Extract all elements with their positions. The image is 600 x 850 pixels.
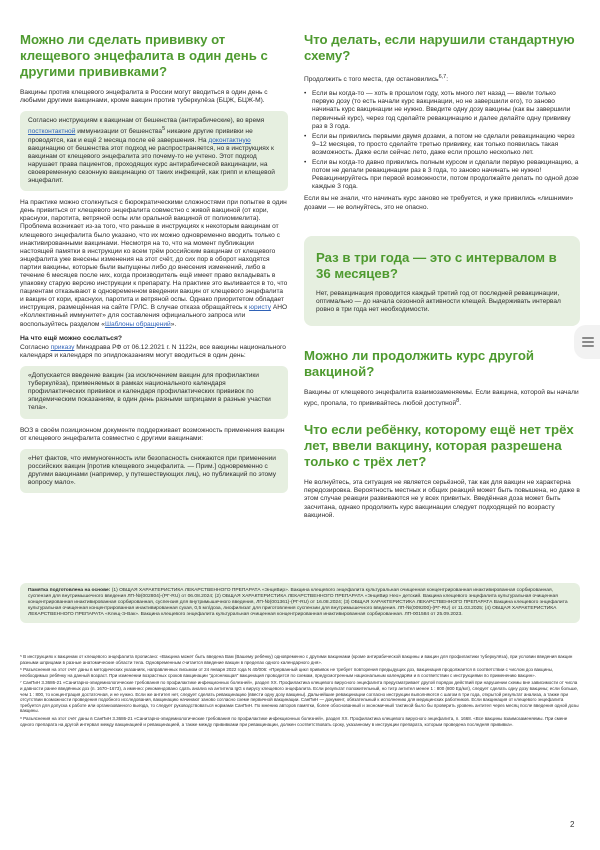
link-postcontact[interactable]: постконтактной	[28, 128, 76, 136]
quote-who-text: «Нет фактов, что иммуногенность или безопасность снижаются при применении российских вакцин [против клещевого энцефалита. — Прим.] одновременно с другими вакцинами (например, у путешествующих лиц), но публикаций по этому вопросу мало».	[28, 454, 277, 487]
page-number: 2	[570, 820, 575, 829]
practice-paragraph: На практике можно столкнуться с бюрократическими сложностями при попытке в один день привиться от клещевого энцефалита совместно с живой вакциной (от кори, краснухи, паротита, ветряной оспы или оральной вакциной от полиомиелита). Проблема возникает из-за того, что раньше в инструкциях к некоторым вакцинам от клещевого энцефалита было указано, что их можно одновременно вводить только с инактивированными вакцинами. Несмотря на то, что на момент публикации настоящей памятки в инструкции ко всем трём российским вакцинам от клещевого энцефалита уже внесены изменения на этот счёт, до сих пор в оборот находятся партии вакцины, которые были выпущены либо до внесения изменений, либо в течение 6 месяцев после них, когда производитель ещё имеет право вкладывать в упаковку старую версию инструкции к препарату. На практике это выливается в то, что пациентам отказывают в одновременном введении вакцин от клещевого энцефалита и вакцин от кори, краснухи, паротита и ветряной оспы. Однако приоритетом обладает инструкция, размещённая на сайте ГРЛС. В случае отказа обращайтесь к юристу АНО «Коллективный иммунитет» для составления официального запроса или воспользуйтесь разделом «Шаблоны обращений».	[20, 199, 288, 328]
under-three-paragraph: Не волнуйтесь, эта ситуация не является серьёзной, так как для вакцин не характерна передозировка. Вероятность местных и общих реакций может быть повышена, но даже в этом случае реакции развиваются не у всех привитых. Введённая доза может быть засчитана, однако продолжить курс вакцинации следует подходящей по возрасту вакциной.	[304, 479, 580, 519]
section-heading-under-three: Что если ребёнку, которому ещё нет трёх лет, ввели вакцину, которая разрешена только с трёх лет?	[304, 422, 574, 470]
interval-text: Нет, ревакцинация проводится каждый третий год от последней ревакцинации, оптимально — до начала сезонной активности клещей. Выдерживать интервал ровно в три года нет необходимости.	[316, 289, 561, 313]
interval-heading: Раз в три года — это с интервалом в 36 месяцев?	[316, 249, 557, 281]
refer-paragraph: Согласно приказу Минздрава РФ от 06.12.2021 г. N 1122н, все вакцины национального календаря и календаря по эпидпоказаниям могут вводиться в один день:	[20, 343, 286, 360]
bullet-item: • Если вы когда-то давно привились полным курсом и сделали первую ревакцинацию, а потом не делали ревакцинации раз в 3 года, то заново начинать не нужно! Ревакцинируйтесь при первой возможности, потом продолжайте делать по одной дозе каждые 3 года.	[304, 159, 580, 191]
link-precontact[interactable]: доконтактную	[208, 136, 251, 144]
link-order[interactable]: приказу	[50, 343, 75, 351]
sources-text: Памятка подготовлена на основе: (1) ОБЩАЯ ХАРАКТЕРИСТИКА ЛЕКАРСТВЕННОГО ПРЕПАРАТА «ЭнцеВир». Вакцина клещевого энцефалита культуральная очищенная концентрированная инактивированная сорбированная, суспензия для внутримышечного введения ЛП-№(002804)-(РГ-RU) от 06.08.2024; (2) ОБЩАЯ ХАРАКТЕРИСТИКА ЛЕКАРСТВЕННОГО ПРЕПАРАТА «ЭнцеВир Нео» детский. Вакцина клещевого энцефалита культуральная очищенная концентрированная инактивированная сорбированная, суспензия для внутримышечного введения, ЛП-№(001361)-(РГ-RU) от 16.08.2024; (3) ОБЩАЯ ХАРАКТЕРИСТИКА ЛЕКАРСТВЕННОГО ПРЕПАРАТА Вакцина клещевого энцефалита культуральная очищенная концентрированная инактивированная сухая, 0,5 мл/доза, лиофилизат для приготовления суспензии для внутримышечного введения. ЛП-№(009200)-(РГ-RU) от 11.03.2025; (4) ОБЩАЯ ХАРАКТЕРИСТИКА ЛЕКАРСТВЕННОГО ПРЕПАРАТА «Клещ-Э-Вак». Вакцина клещевого энцефалита культуральная очищенная концентрированная инактивированная сорбированная. ЛП-001584 от 25.09.2023.	[28, 588, 568, 618]
rabies-note-text: Согласно инструкциям к вакцинам от бешенства (антирабические), во время постконтактной иммунизации от бешенства$^5$ никакие другие прививки не проводятся, как и ещё 2 месяца после её завершения. На доконтактную вакцинацию от бешенства этот подход не распространяется, но в инструкциях к вакцинам от клещевого энцефалита это почему-то не учтено. Этот подход нарушает права пациентов, проходящих курс антирабической вакцинации, на своевременную сезонную вакцинацию от таких инфекций, как грипп и клещевой энцефалит.	[28, 117, 275, 185]
quote-box-who	[20, 449, 288, 493]
sources-box	[20, 583, 580, 623]
schedule-bullets	[304, 90, 580, 191]
link-lawyer[interactable]: юристу	[249, 304, 272, 312]
right-column	[304, 32, 580, 526]
other-vaccine-paragraph: Вакцины от клещевого энцефалита взаимозаменяемы. Если вакцина, которой вы начали курс, пропала, то прививайтесь любой доступной$^8$.	[304, 388, 579, 408]
refer-heading: На что ещё можно сослаться?	[20, 334, 123, 342]
bullet-item: • Если вы привились первыми двумя дозами, а потом не сделали ревакцинацию через 9–12 месяцев, то просто сделайте третью прививку, как только появилась такая возможность. Даже если сейчас лето, даже если прошло несколько лет.	[304, 133, 580, 157]
link-templates[interactable]: Шаблоны обращений	[104, 320, 171, 328]
section-heading-same-day: Можно ли сделать прививку от клещевого энцефалита в один день с другими прививками?	[20, 32, 268, 79]
footnote: ⁶ Разъяснения на этот счёт даны в методических указаниях, направленных письмом от 24 января 2022 года N 40/006: «Прерванный цикл прививок не требует повторения предыдущих доз, вакцинация продолжается в соответствии с числом доз вакцины, необходимых ребёнку на данный возраст. При изменении возрастных сроков вакцинации "догоняющая" вакцинация проводится по схемам, предусмотренным национальным календарём и в соответствии с инструкциями по применению вакцин».	[20, 667, 554, 678]
footnote: ⁸ Разъяснения на этот счёт даны в СанПиН 3.3686-21 «Санитарно-эпидемиологические требования по профилактике инфекционных болезней», раздел XX. Профилактика клещевого вирусного энцефалита, п. 1668. «Все вакцины взаимозаменяемы. При смене одного препарата на другой интервал между вакцинацией и ревакцинацией, а также между прививками при ревакцинации, должен соответствовать сроку, указанному в инструкции препарата, которым проведена последняя прививка».	[20, 715, 568, 727]
continue-intro: Продолжить с того места, где остановились$^{6,7}$:	[304, 74, 449, 84]
section-heading-broken-schedule: Что делать, если нарушили стандартную схему?	[304, 32, 575, 63]
menu-handle-icon[interactable]	[574, 325, 600, 359]
bullet-item: • Если вы когда-то — хоть в прошлом году, хоть много лет назад — ввели только первую дозу (то есть начали курс вакцинации, но не завершили его), то заново начинать курс вакцинации не нужно. Введите одну дозу вакцины (как вы завершили первичный курс), через год сделайте ревакцинацию и далее делайте одну прививку раз в 3 года.	[304, 90, 580, 130]
who-paragraph: ВОЗ в своём позиционном документе поддерживает возможность применения вакцин от клещевого энцефалита совместно с другими вакцинами:	[20, 426, 285, 442]
footnote: ⁷ СанПиН 3.3686-21 «Санитарно-эпидемиологические требования по профилактике инфекционных болезней», раздел XX. Профилактика клещевого вирусного энцефалита предусматривает другой порядок действий при нарушении схемы вне зависимости от числа и давности ранее введённых доз (п. 1670–1673), а именно: рекомендовано сдать анализ на антитела IgG к вирусу клещевого энцефалита. Если результат положительный, но титр антител менее 1 : 800 (800 Ед/мл), следует сделать одну дозу вакцины; если больше, чем 1 : 800, то концентрация достаточная, и не нужно. Если же антител нет, следует сделать ревакцинацию (ввести одну дозу вакцины). Дальнейшие ревакцинации согласно инструкции выполняются с шагом в три года, открытой результат анализа, а также при отсутствии возможности проведения подобного исследования, вакцинацию начинают заново согласно схеме первичной вакцинации. СанПиН — документ, обязательный к исполнению для медицинских работников. Если вакцинация от клещевого энцефалита требуется для допуска к работе или организованного выезда, то следует руководствоваться нормами СанПиН. По мнению авторов памятки, более обоснованный и экономичный тактикой было бы проверить уровень антител через месяц после введения одной дозы вакцины.	[20, 680, 579, 714]
rabies-note-box	[20, 111, 288, 191]
left-column	[20, 32, 288, 501]
footnote: ⁵ В инструкциях к вакцинам от клещевого энцефалита прописано: «Вакцина может быть введена Вам (Вашему ребёнку) одновременно с другими вакцинами (кроме антирабической вакцины и вакцин для профилактики туберкулёза), при условии введения вакцин разными шприцами в разные анатомические области тела. Одновременным считается введение вакцин в пределах одного календарного дня».	[20, 654, 573, 665]
section-heading-other-vaccine: Можно ли продолжить курс другой вакциной?	[304, 347, 534, 379]
outro-paragraph: Если вы не знали, что начинать курс заново не требуется, и уже привились «лишними» дозами — не волнуйтесь, это не опасно.	[304, 195, 574, 211]
quote-box-order	[20, 366, 288, 418]
interval-box	[304, 236, 580, 326]
intro-paragraph: Вакцины против клещевого энцефалита в России могут вводиться в один день с любыми другими вакцинами, кроме вакцин против туберкулёза (БЦЖ, БЦЖ-М).	[20, 89, 268, 105]
footnotes	[20, 654, 580, 729]
quote-order-text: «Допускается введение вакцин (за исключением вакцин для профилактики туберкулёза), применяемых в рамках национального календаря профилактических прививок и календаря профилактических прививок по эпидемическим показаниям, в один день разными шприцами в разные участки тела».	[28, 372, 271, 412]
